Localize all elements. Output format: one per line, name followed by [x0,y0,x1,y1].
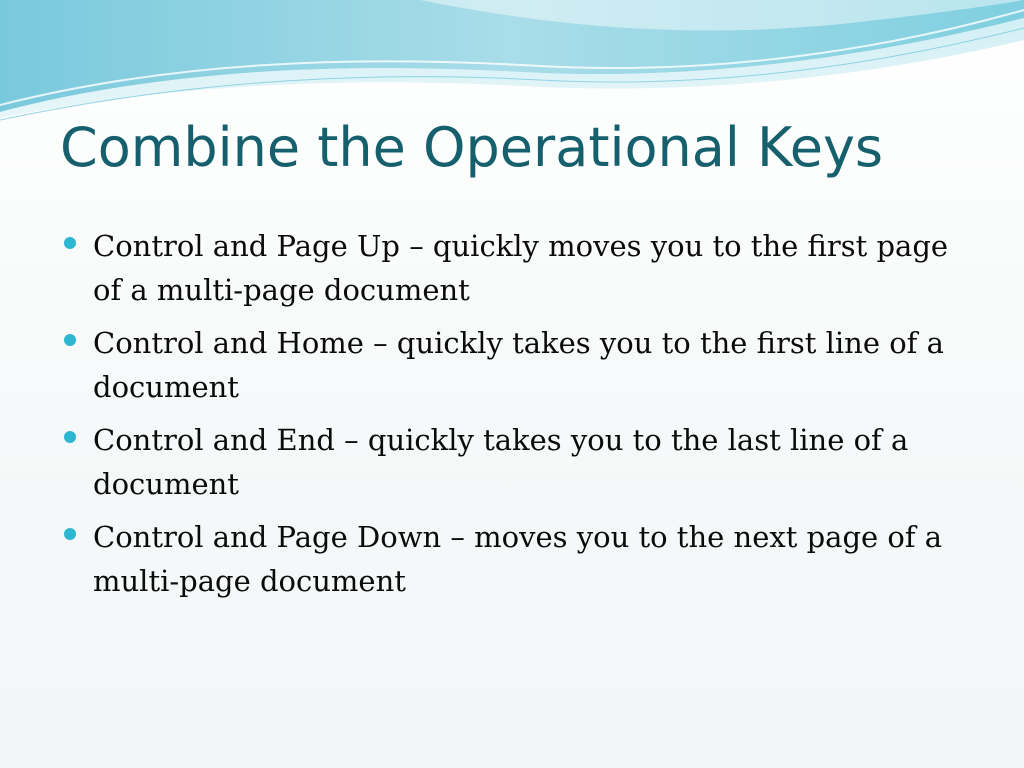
bullet-dot-icon [64,237,76,249]
bullet-dot-icon [64,528,76,540]
bullet-dot-icon [64,431,76,443]
bullet-dot-icon [64,334,76,346]
bullet-item [62,321,962,409]
slide-title: Combine the Operational Keys [60,116,884,179]
bullet-item [62,224,962,312]
bullet-list [62,224,962,612]
bullet-item [62,418,962,506]
bullet-text: Control and Page Up – quickly moves you to the first page of a multi-page document [93,229,949,307]
bullet-item [62,515,962,603]
bullet-text: Control and End – quickly takes you to the last line of a document [93,423,909,501]
bullet-text: Control and Home – quickly takes you to the first line of a document [93,326,944,404]
bullet-text: Control and Page Down – moves you to the next page of a multi-page document [93,520,943,598]
